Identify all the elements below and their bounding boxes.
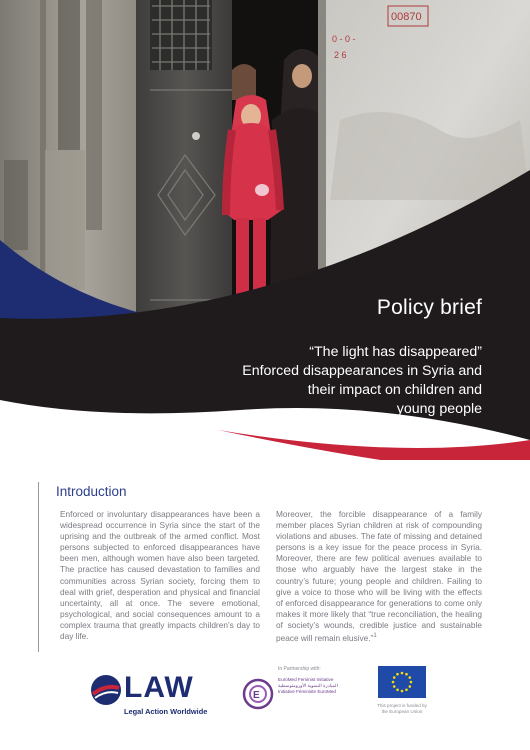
law-logo [90, 671, 220, 720]
report-subtitle [182, 343, 482, 419]
partner-name-line: Initiative Féministe EuroMed [278, 689, 336, 695]
subtitle-line: “The light has disappeared” [309, 344, 482, 360]
eu-caption-line: the European Union [381, 709, 423, 714]
svg-text:0 - 0 -: 0 - 0 - [332, 34, 356, 44]
section-divider-line [38, 482, 39, 652]
intro-paragraph: Moreover, the forcible disappearance of a family member places Syrian children at risk of compounding violations and abuses. The fate of missing and detained persons is a key issue for the peace process in Syria. Moreover, there are few political avenues available to those who arguably have the largest stake in the country’s future; young people and children. Failing to give a voice to those who will be living with the effects of enforced disappearance for generations to come only makes it more likely that “true reconciliation, the healing of society’s wounds, credible justice and sustainable peace will remain elusive.” [276, 509, 482, 643]
partnership-caption: In Partnership with: [278, 666, 321, 672]
eu-star-icon [405, 688, 408, 691]
eu-funding-logo [366, 666, 436, 726]
footnote-marker: 1 [373, 633, 377, 640]
euromed-feminist-initiative-logo [240, 666, 360, 720]
partner-name-line: المبادرة النسوية الأورومتوسطية [278, 683, 338, 689]
eu-star-icon [408, 676, 411, 679]
svg-text:E: E [253, 690, 260, 701]
partner-name [278, 677, 338, 696]
subtitle-line: Enforced disappearances in Syria and [242, 363, 482, 379]
eu-star-icon [393, 676, 396, 679]
eu-star-icon [401, 690, 404, 693]
svg-text:2 6: 2 6 [334, 50, 347, 60]
door-number: 00870 [391, 11, 422, 23]
eu-funding-caption [366, 703, 438, 715]
eu-star-icon [392, 681, 395, 684]
eu-star-icon [396, 688, 399, 691]
eu-star-icon [393, 685, 396, 688]
law-tagline: Legal Action Worldwide [124, 707, 208, 716]
eu-star-icon [410, 681, 413, 684]
eu-star-icon [396, 673, 399, 676]
introduction-right-column [276, 509, 482, 644]
policy-brief-title: Policy brief [376, 296, 482, 319]
eu-flag-icon [378, 666, 426, 698]
law-logo-icon [90, 674, 122, 706]
eu-star-icon [405, 673, 408, 676]
intro-paragraph: Enforced or involuntary disappearances have been a widespread occurrence in Syria since the start of the uprising and the outbreak of the armed conflict. Most persons subjected to enforced disappearances have been men, although women have also been targeted. The practice has caused devastation to families and communities across Syrian society, forcing them to deal with grief, desperation and physical and financial uncertainty, all at once. The severe emotional, psychological, and social consequences amount to a complex trauma that greatly impacts children’s day to day life. [60, 509, 260, 642]
eu-star-icon [401, 672, 404, 675]
euromed-feminist-logo-icon [242, 678, 274, 710]
law-wordmark: LAW [124, 671, 194, 704]
introduction-left-column [60, 509, 260, 642]
eu-caption-line: This project is funded by [377, 703, 427, 708]
subtitle-line: young people [396, 401, 482, 417]
eu-star-icon [408, 685, 411, 688]
introduction-heading: Introduction [56, 484, 127, 499]
subtitle-line: their impact on children and [307, 382, 482, 398]
partner-name-line: EuroMed Feminist Initiative [278, 677, 334, 682]
partner-logos-footer [0, 660, 530, 740]
